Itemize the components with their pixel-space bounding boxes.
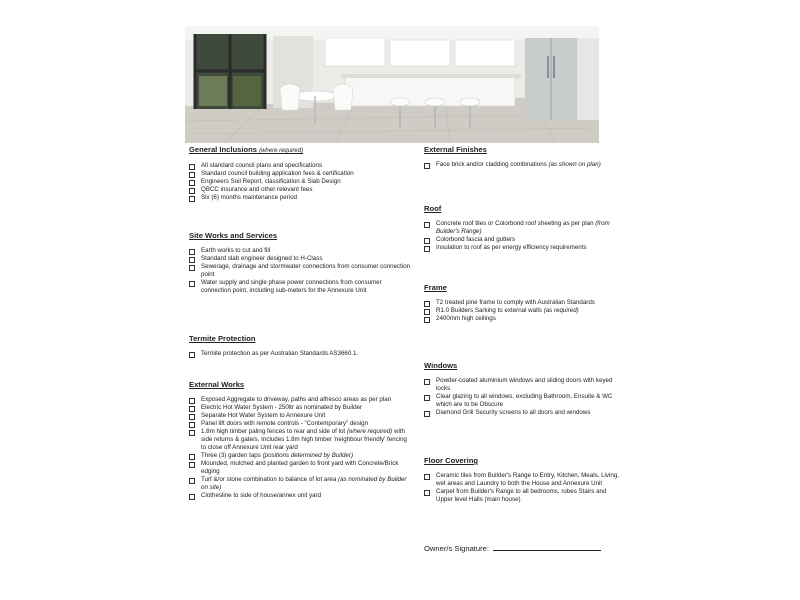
list-item [189,412,411,420]
section-general [189,145,411,202]
section-title-text: Termite Protection [189,334,256,343]
list-item-text: Standard slab engineer designed to H-Class [201,255,323,262]
list-item [189,162,411,170]
checkbox-icon[interactable] [424,317,430,323]
list-item-text: Three (3) garden taps (positions determined by Builder) [201,452,354,459]
section-title-text: External Finishes [424,145,487,154]
owner-signature [424,544,601,553]
list-item [189,263,411,279]
list-item [424,236,624,244]
list-item [424,377,624,393]
list-item-text: Earth works to cut and fill [201,247,271,254]
section-title-external-works [189,380,411,390]
section-windows [424,361,624,417]
section-title-general [189,145,411,156]
list-item [189,247,411,255]
list-item [189,279,411,295]
checkbox-icon[interactable] [424,490,430,496]
checkbox-icon[interactable] [189,494,195,500]
checkbox-icon[interactable] [424,474,430,480]
list-item-text: Standard council building application fees & certification [201,170,354,177]
section-title-text: Site Works and Services [189,231,278,240]
section-title-external-finishes [424,145,624,155]
list-item-text: Sewerage, drainage and stormwater connections from consumer connection point [201,263,411,278]
item-list [189,396,411,500]
checkbox-icon[interactable] [189,281,195,287]
item-list [189,350,411,358]
list-item [424,244,624,252]
checkbox-icon[interactable] [189,430,195,436]
list-item [189,186,411,194]
section-title-text: Frame [424,283,447,292]
checkbox-icon[interactable] [189,196,195,202]
list-item-text: Powder-coated aluminium windows and sliding doors with keyed locks [436,377,613,392]
section-title-frame [424,283,624,293]
item-list [424,220,624,252]
signature-label: Owner/s Signature: [424,544,489,553]
item-list [189,247,411,295]
list-item-text: 1.8m high timber paling fences to rear and side of lot (where required) with side returns & gate/s. Includes 1.8m high timber 'neighbour friendly' fencing to close off Annexure Unit rear yard [201,428,407,451]
list-item-text: 2400mm high ceilings [436,315,496,322]
list-item [189,178,411,186]
section-title-windows [424,361,624,371]
list-item-text: Termite protection as per Australian Standards AS3660.1. [201,350,359,357]
list-item-text: Separate Hot Water System to Annexure Unit [201,412,326,419]
list-item [189,492,411,500]
section-title-text: Roof [424,204,442,213]
list-item-text: Clear glazing to all windows, excluding Bathroom, Ensuite & WC which are to be Obscure [436,393,613,408]
checkbox-icon[interactable] [189,454,195,460]
list-item-text: Panel lift doors with remote controls - "Contemporary" design [201,420,369,427]
checkbox-icon[interactable] [424,301,430,307]
list-item-text: Clothesline to side of house/annex unit yard [201,492,322,499]
item-list [424,472,624,504]
checkbox-icon[interactable] [189,249,195,255]
checkbox-icon[interactable] [189,265,195,271]
list-item [189,428,411,452]
list-item-text: All standard council plans and specifications [201,162,323,169]
list-item [189,350,411,358]
section-floor [424,456,624,504]
list-item-text: Face brick and/or cladding combinations (as shown on plan) [436,161,601,168]
item-list [189,162,411,202]
list-item-text: Diamond Grill Security screens to all doors and windows [436,409,591,416]
checkbox-icon[interactable] [189,398,195,404]
list-item [189,476,411,492]
checkbox-icon[interactable] [189,352,195,358]
section-termite [189,334,411,358]
checkbox-icon[interactable] [189,172,195,178]
section-title-text: External Works [189,380,245,389]
list-item [424,220,624,236]
kitchen-photo-icon [185,26,599,143]
item-list [424,161,624,169]
list-item-text: Exposed Aggregate to driveway, paths and alfresco areas as per plan [201,396,392,403]
section-title-text: Floor Covering [424,456,479,465]
list-item [189,170,411,178]
checkbox-icon[interactable] [424,246,430,252]
list-item-text: Concrete roof tiles or Colorbond roof sheeting as per plan (from Builder's Range) [436,220,610,235]
list-item-text: R1.0 Builders Sarking to external walls (as required) [436,307,579,314]
checkbox-icon[interactable] [189,188,195,194]
list-item [424,299,624,307]
checkbox-icon[interactable] [189,422,195,428]
section-external-finishes [424,145,624,169]
checkbox-icon[interactable] [189,257,195,263]
section-title-text: General Inclusions [189,145,257,154]
item-list [424,299,624,323]
list-item [189,460,411,476]
list-item-text: Electric Hot Water System - 250ltr as nominated by Builder [201,404,363,411]
section-roof [424,204,624,252]
signature-line[interactable] [493,544,601,551]
checkbox-icon[interactable] [189,462,195,468]
list-item [424,393,624,409]
list-item [424,409,624,417]
checkbox-icon[interactable] [424,238,430,244]
list-item [424,161,624,169]
list-item-text: Water supply and single phase power connections from consumer connection point, including sub-meters for the Annexure Unit [201,279,382,294]
kitchen-photo [185,26,599,143]
list-item [189,452,411,460]
checkbox-icon[interactable] [189,414,195,420]
section-site [189,231,411,295]
checkbox-icon[interactable] [424,309,430,315]
list-item-text: T2 treated pine frame to comply with Australian Standards [436,299,595,306]
checkbox-icon[interactable] [424,395,430,401]
section-qualifier: (where required) [259,148,304,154]
section-title-roof [424,204,624,214]
section-frame [424,283,624,323]
list-item [189,255,411,263]
list-item-text: Engineers Soil Report, classification & Slab Design [201,178,341,185]
list-item-text: Turf &/or stone combination to balance of lot area (as nominated by Builder on site) [201,476,407,491]
list-item [189,420,411,428]
list-item [424,315,624,323]
checkbox-icon[interactable] [189,180,195,186]
checkbox-icon[interactable] [189,406,195,412]
section-title-floor [424,456,624,466]
section-title-termite [189,334,411,344]
section-external-works [189,380,411,500]
checkbox-icon[interactable] [424,379,430,385]
list-item [424,307,624,315]
list-item-text: Carpet from Builder's Range to all bedrooms, robes Stairs and Upper level Halls (main house) [436,488,607,503]
section-title-site [189,231,411,241]
list-item [189,194,411,202]
list-item-text: Six (6) months maintenance period [201,194,297,201]
section-title-text: Windows [424,361,458,370]
checkbox-icon[interactable] [424,411,430,417]
checkbox-icon[interactable] [189,164,195,170]
checkbox-icon[interactable] [424,163,430,169]
checkbox-icon[interactable] [424,222,430,228]
list-item-text: Insulation to roof as per energy efficiency requirements [436,244,587,251]
list-item [424,472,624,488]
list-item-text: Mounded, mulched and planted garden to front yard with Concrete/Brick edging [201,460,399,475]
list-item [424,488,624,504]
list-item-text: QBCC insurance and other relevant fees [201,186,313,193]
list-item-text: Ceramic tiles from Builder's Range to Entry, Kitchen, Meals, Living, wet areas and Laundry to both the House and Annexure Unit [436,472,619,487]
list-item [189,404,411,412]
checkbox-icon[interactable] [189,478,195,484]
item-list [424,377,624,417]
list-item [189,396,411,404]
list-item-text: Colorbond fascia and gutters [436,236,516,243]
